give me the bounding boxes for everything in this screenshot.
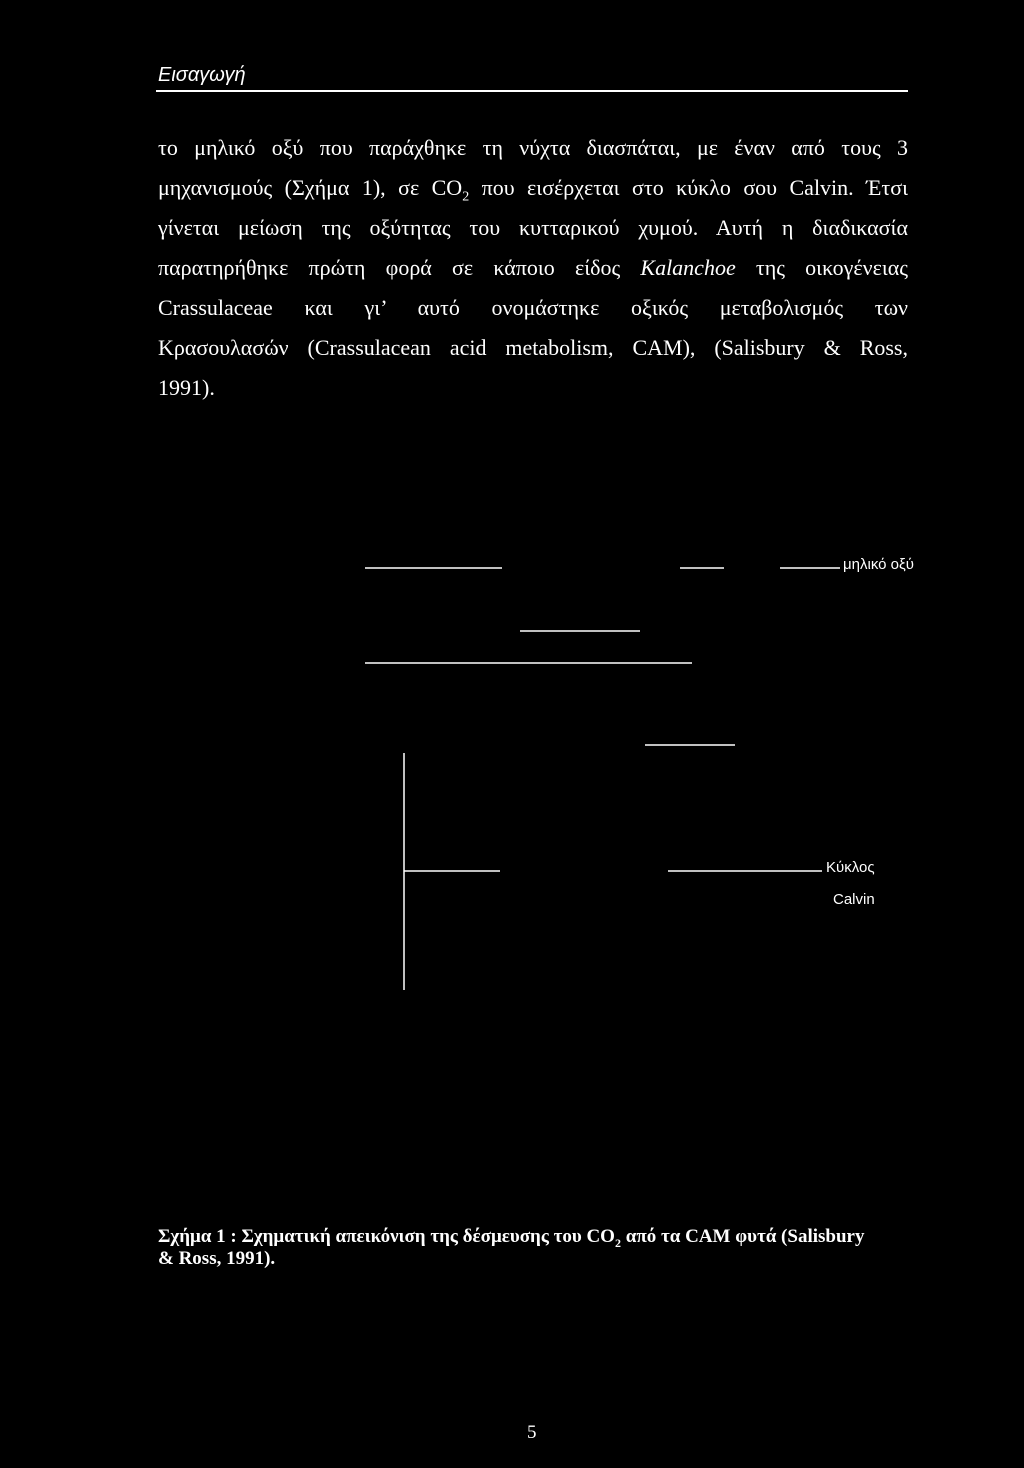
co2-subscript: 2 — [462, 189, 470, 205]
paragraph-line-7: 1991). — [158, 375, 215, 400]
paragraph-line-2 — [158, 168, 908, 208]
paragraph-line-5: Crassulaceae και γι’ αυτό ονομάστηκε οξικός μεταβολισμός των — [158, 295, 908, 320]
paragraph-line-4-part-a: παρατηρήθηκε πρώτη φορά σε κάποιο είδος — [158, 255, 641, 280]
caption-part-2: από τα CAM φυτά (Salisbury — [620, 1226, 865, 1247]
caption-line-1 — [158, 1226, 910, 1248]
caption-line-2: & Ross, 1991). — [158, 1248, 276, 1269]
calvin-cycle-label-line-2: Calvin — [833, 891, 875, 908]
paragraph-line-4 — [158, 248, 908, 288]
paragraph-line-2-part-b: που εισέρχεται στο κύκλο σου Calvin. Έτσι — [469, 175, 908, 200]
figure-caption — [158, 1226, 910, 1270]
caption-part-1: Σχήμα 1 : Σχηματική απεικόνιση της δέσμευσης του CO — [158, 1226, 615, 1247]
page-number: 5 — [527, 1422, 537, 1443]
caption-co2-subscript: 2 — [614, 1235, 621, 1250]
malic-acid-label: μηλικό οξύ — [843, 556, 914, 573]
figure-diagram — [0, 540, 1024, 1020]
genus-name: Kalanchoe — [640, 255, 736, 280]
calvin-cycle-label-line-1: Κύκλος — [826, 859, 875, 876]
paragraph-line-6: Κρασουλασών (Crassulacean acid metabolism, CAM), (Salisbury & Ross, — [158, 335, 908, 360]
header-rule — [156, 90, 908, 92]
paragraph-line-3: γίνεται μείωση της οξύτητας του κυτταρικού χυμού. Αυτή η διαδικασία — [158, 215, 908, 240]
paragraph-line-1: το μηλικό οξύ που παράχθηκε τη νύχτα διασπάται, με έναν από τους 3 — [158, 135, 908, 160]
cam-figure — [0, 540, 1024, 1020]
paragraph-line-4-part-b: της οικογένειας — [735, 255, 908, 280]
section-header: Εισαγωγή — [158, 64, 246, 86]
paragraph-line-2-part-a: μηχανισμούς (Σχήμα 1), σε CO — [158, 175, 463, 200]
body-paragraph — [158, 128, 908, 408]
